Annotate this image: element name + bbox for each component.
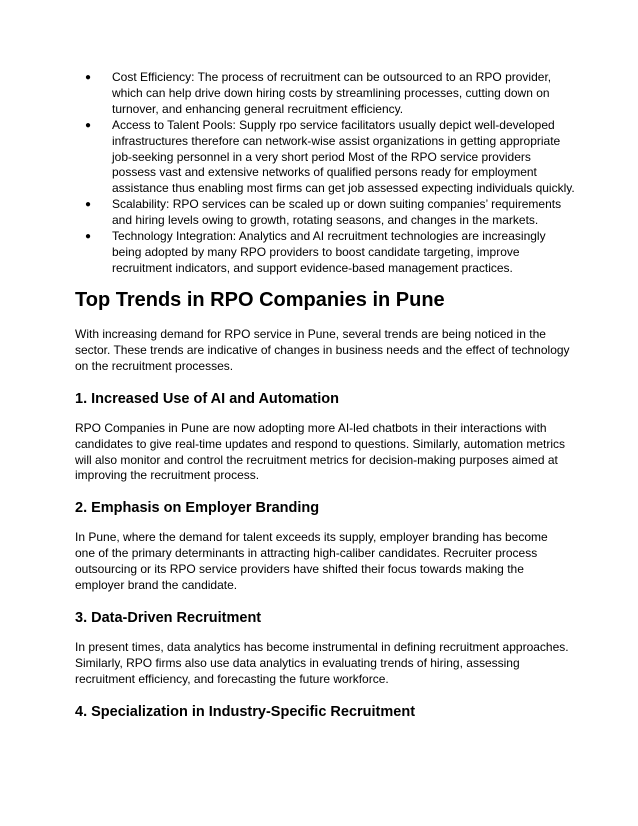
bullet-item: [75, 229, 575, 277]
bullet-text: Scalability: RPO services can be scaled up or down suiting companies’ requirements and hiring levels owing to growth, rotating seasons, and changes in the markets.: [112, 197, 562, 228]
page-heading: Top Trends in RPO Companies in Pune: [75, 289, 445, 311]
section-heading: 2. Emphasis on Employer Branding: [75, 500, 320, 517]
bullet-item: [75, 70, 575, 118]
bullet-dot-icon: ●: [85, 119, 92, 131]
main-content: [75, 286, 570, 734]
section-paragraph: In Pune, where the demand for talent exceeds its supply, employer branding has become one of the primary determinants in attracting high-caliber candidates. Recruiter process outsourcing or its RPO service providers have shifted their focus towards making the employer brand the candidate.: [75, 530, 548, 593]
benefits-bullet-list: [75, 70, 575, 277]
bullet-text: Technology Integration: Analytics and AI recruitment technologies are increasingly being adopted by many RPO providers to boost candidate targeting, improve recruitment indicators, and support evidence-based management practices.: [112, 229, 546, 275]
bullet-dot-icon: ●: [85, 72, 92, 83]
section-heading: 4. Specialization in Industry-Specific Recruitment: [75, 703, 416, 720]
bullet-dot-icon: ●: [85, 231, 92, 243]
section-paragraph: RPO Companies in Pune are now adopting more AI-led chatbots in their interactions with candidates to give real-time updates and respond to questions. Similarly, automation metrics will also monitor and control the recruitment metrics for decision-making purposes aimed at improving the recruitment process.: [75, 420, 566, 483]
bullet-item: [75, 197, 575, 229]
bullet-text: Access to Talent Pools: Supply rpo service facilitators usually depict well-developed infrastructures therefore can network-wise assist organizations in getting appropriate job-seeking personnel in a very short period Most of the RPO service providers possess vast and extensive networks of qualified persons ready for employment assistance thus enabling most firms can get job assessed expecting individuals quickly.: [112, 117, 575, 196]
bullet-dot-icon: ●: [85, 199, 92, 211]
intro-paragraph: With increasing demand for RPO service in Pune, several trends are being noticed in the sector. These trends are indicative of changes in business needs and the effect of technology on the recruitment processes.: [75, 327, 570, 373]
bullet-text: Cost Efficiency: The process of recruitment can be outsourced to an RPO provider, which can help drive down hiring costs by streamlining processes, cutting down on turnover, and enhancing general recruitment efficiency.: [112, 70, 552, 116]
bullet-item: [75, 118, 575, 198]
section-heading: 3. Data-Driven Recruitment: [75, 609, 262, 626]
section-paragraph: In present times, data analytics has become instrumental in defining recruitment approaches. Similarly, RPO firms also use data analytics in evaluating trends of hiring, assessing recruitment efficiency, and forecasting the future workforce.: [75, 639, 569, 686]
section-heading: 1. Increased Use of AI and Automation: [75, 390, 340, 407]
